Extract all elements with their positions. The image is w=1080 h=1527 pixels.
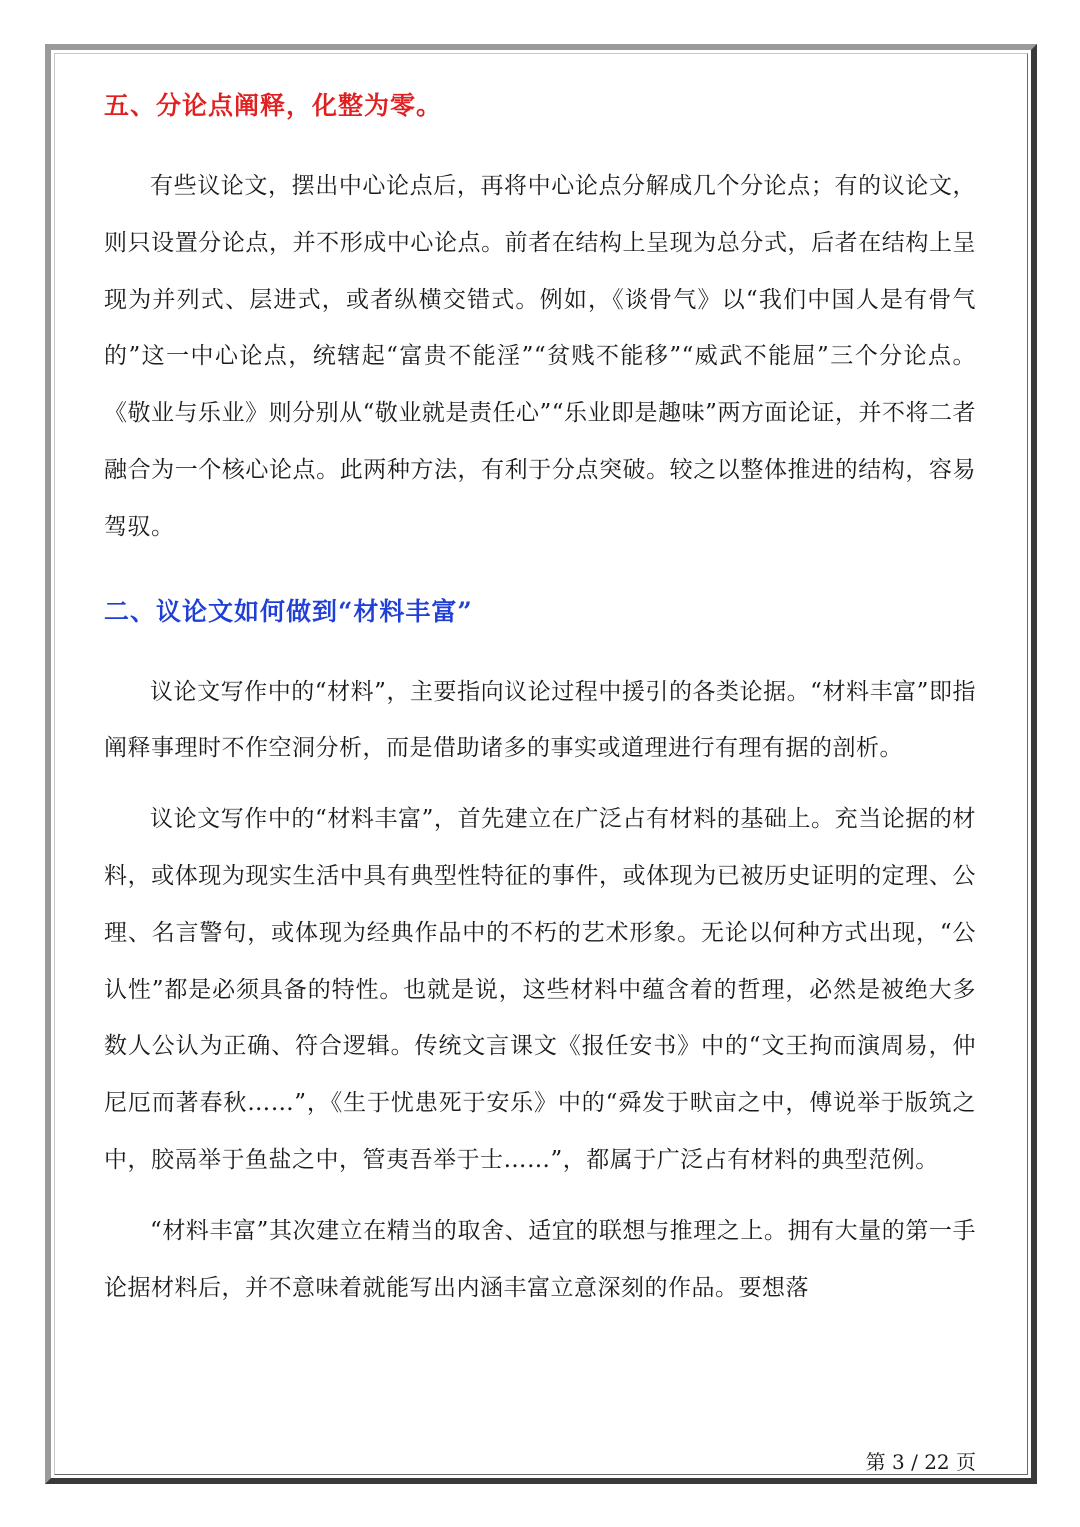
section-heading-5: 五、分论点阐释，化整为零。 [104,91,443,120]
paragraph-materials-definition: 议论文写作中的“材料”，主要指向议论过程中援引的各类论据。“材料丰富”即指阐释事理时不作空洞分析，而是借助诸多的事实或道理进行有理有据的剖析。 [104,678,976,762]
paragraph-section5: 有些议论文，摆出中心论点后，再将中心论点分解成几个分论点；有的议论文，则只设置分论点，并不形成中心论点。前者在结构上呈现为总分式，后者在结构上呈现为并列式、层进式，或者纵横交错式。例如，《谈骨气》以“我们中国人是有骨气的”这一中心论点，统辖起“富贵不能淫”“贫贱不能移”“威武不能屈”三个分论点。《敬业与乐业》则分别从“敬业就是责任心”“乐业即是趣味”两方面论证，并不将二者融合为一个核心论点。此两种方法，有利于分点突破。较之以整体推进的结构，容易驾驭。 [104,173,976,540]
paragraph-materials-selection: “材料丰富”其次建立在精当的取舍、适宜的联想与推理之上。拥有大量的第一手论据材料后，并不意味着就能写出内涵丰富立意深刻的作品。要想落 [104,1217,976,1301]
page-number: 第 3 / 22 页 [865,1450,976,1474]
document-body [104,80,976,1316]
paragraph-materials-breadth: 议论文写作中的“材料丰富”，首先建立在广泛占有材料的基础上。充当论据的材料，或体现为现实生活中具有典型性特征的事件，或体现为已被历史证明的定理、公理、名言警句，或体现为经典作品中的不朽的艺术形象。无论以何种方式出现，“公认性”都是必须具备的特性。也就是说，这些材料中蕴含着的哲理，必然是被绝大多数人公认为正确、符合逻辑。传统文言课文《报任安书》中的“文王拘而演周易，仲尼厄而著春秋……”，《生于忧患死于安乐》中的“舜发于畎亩之中，傅说举于版筑之中，胶鬲举于鱼盐之中，管夷吾举于士……”，都属于广泛占有材料的典型范例。 [104,806,976,1173]
section-heading-2: 二、议论文如何做到“材料丰富” [104,596,473,626]
